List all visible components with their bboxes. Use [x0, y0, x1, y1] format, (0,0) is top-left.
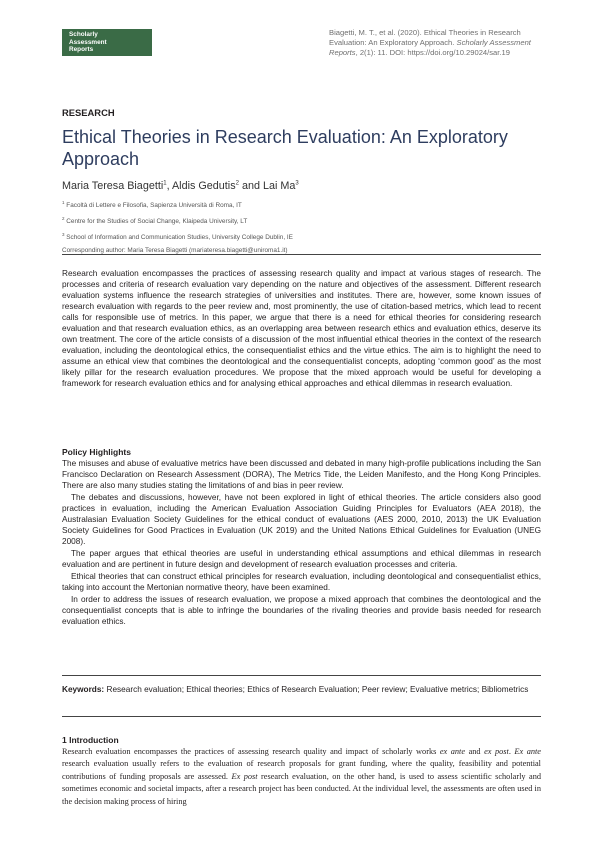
policy-paragraph: Ethical theories that can construct ethical principles for research evaluation, including deontological and consequentialist ethics, taking into account the Mertonian normative theory, have been examined. [62, 572, 541, 592]
affiliations [62, 196, 293, 257]
affiliation-3: $^3$ School of Information and Communication Studies, University College Dublin, IE [62, 232, 293, 242]
introduction-heading: 1 Introduction [62, 735, 119, 745]
article-title: Ethical Theories in Research Evaluation: An Exploratory Approach [62, 127, 508, 169]
citation-block [329, 28, 541, 59]
abstract-text: Research evaluation encompasses the practices of assessing research quality and impact at various stages of research. The processes and criteria of research evaluation vary depending on the nature and objectives of the assessment. Different research evaluation systems influence the research strategies of universities and institutes. There are, however, some known issues of research evaluation with regards to the peer review and, most prominently, the use of citation-based metrics, which lead to recent calls for responsible use of metrics. In this paper, we argue that there is a need for ethical theories for considering research evaluation and that research evaluation ethics, as an overlapping area between research ethics and evaluation ethics, deserve its own treatment. The core of the article consists of a discussion of the most influential ethical theories in the context of the research evaluation, including the deontological ethics, the consequentialist ethics and the virtue ethics. The aim is to highlight the need to assume an ethical view that combines the deontological and the consequentialist concepts, adopting ‘common good’ as the most likely pillar for the research evaluation procedures. We propose that the mixed approach would be useful for developing a framework for research evaluation ethics and for analysing ethical approaches and ethical dilemmas in research evaluation. [62, 269, 541, 388]
affiliation-1: $^1$ Facoltà di Lettere e Filosofia, Sapienza Università di Roma, IT [62, 200, 242, 210]
section-label: RESEARCH [62, 107, 115, 118]
policy-paragraph: The paper argues that ethical theories are useful in understanding ethical assumptions and ethical dilemmas in research evaluation and are pertinent in future design and development of research evaluation processes and criteria. [62, 549, 541, 569]
keywords-list: Research evaluation; Ethical theories; Ethics of Research Evaluation; Peer review; Evaluative metrics; Bibliometrics [106, 685, 529, 694]
affiliation-2: $^2$ Centre for the Studies of Social Change, Klaipeda University, LT [62, 216, 248, 226]
abstract [62, 268, 541, 389]
author-name: Aldis Gedutis [171, 180, 236, 192]
policy-paragraph: In order to address the issues of research evaluation, we propose a mixed approach that combines the deontological and the consequentialist concepts that is able to infringe the boundaries of the rivaling theories and provide basis needed for research evaluation ethics. [62, 595, 541, 626]
citation-line-3: Reports, 2(1): 11. DOI: https://doi.org/10.29024/sar.19 [329, 48, 510, 58]
divider-top [62, 254, 541, 255]
citation-line-1: Biagetti, M. T., et al. (2020). Ethical Theories in Research [329, 28, 521, 37]
keywords-label: Keywords: [62, 685, 105, 694]
policy-paragraph: The debates and discussions, however, have not been explored in light of ethical theories. The article considers also good practices in evaluation, including the American Evaluation Association Guiding Principles for Evaluators (AEA 2018), the Australasian Evaluation Society Guidelines for the ethical conduct of evaluations (AES 2000, 2010, 2013) the UK Evaluation Society Guidelines for Good Practices in Evaluation (UK 2019) and the United Nations Ethical Guidelines for Evaluation (UNEG 2008). [62, 493, 541, 546]
divider-keywords [62, 675, 541, 676]
journal-logo[interactable] [62, 29, 152, 56]
divider-bottom [62, 716, 541, 717]
logo-line-1: Scholarly [69, 31, 98, 38]
citation-line-2: Evaluation: An Exploratory Approach. Scholarly Assessment [329, 38, 531, 48]
corresponding-author[interactable]: Corresponding author: Maria Teresa Biagetti (mariateresa.biagetti@uniroma1.it) [62, 247, 288, 255]
logo-line-2: Assessment [69, 38, 107, 46]
author-name: Maria Teresa Biagetti [62, 180, 164, 192]
logo-line-3: Reports [69, 46, 94, 53]
policy-highlights [62, 458, 541, 628]
policy-highlights-heading: Policy Highlights [62, 447, 131, 457]
author-list: Maria Teresa Biagetti$^1$, Aldis Gedutis$^2$ and Lai Ma$^3$ [62, 180, 299, 192]
keywords [62, 684, 541, 696]
introduction-text: Research evaluation encompasses the practices of assessing research quality and impact of scholarly works ex ante and ex post. Ex ante research evaluation usually refers to the evaluation of research proposals for grant funding, where the quality, feasibility and potential contributions of funding proposals are assessed. Ex post research evaluation, on the other hand, is used to assess scientific scholarly and sometimes economic and societal impacts, after a research project has been conducted. At the individual level, the assessments are often used in the decision making process of hiring [62, 747, 541, 806]
policy-paragraph: The misuses and abuse of evaluative metrics have been discussed and debated in many high-profile publications including the San Francisco Declaration on Research Assessment (DORA), The Metrics Tide, the Leiden Manifesto, and the Hong Kong Principles. There are also many studies stating the limitations of and bias in peer review. [62, 459, 541, 490]
author-name: Lai Ma [262, 180, 296, 192]
doi-link[interactable]: , 2(1): 11. DOI: https://doi.org/10.29024/sar.19 [355, 48, 510, 58]
